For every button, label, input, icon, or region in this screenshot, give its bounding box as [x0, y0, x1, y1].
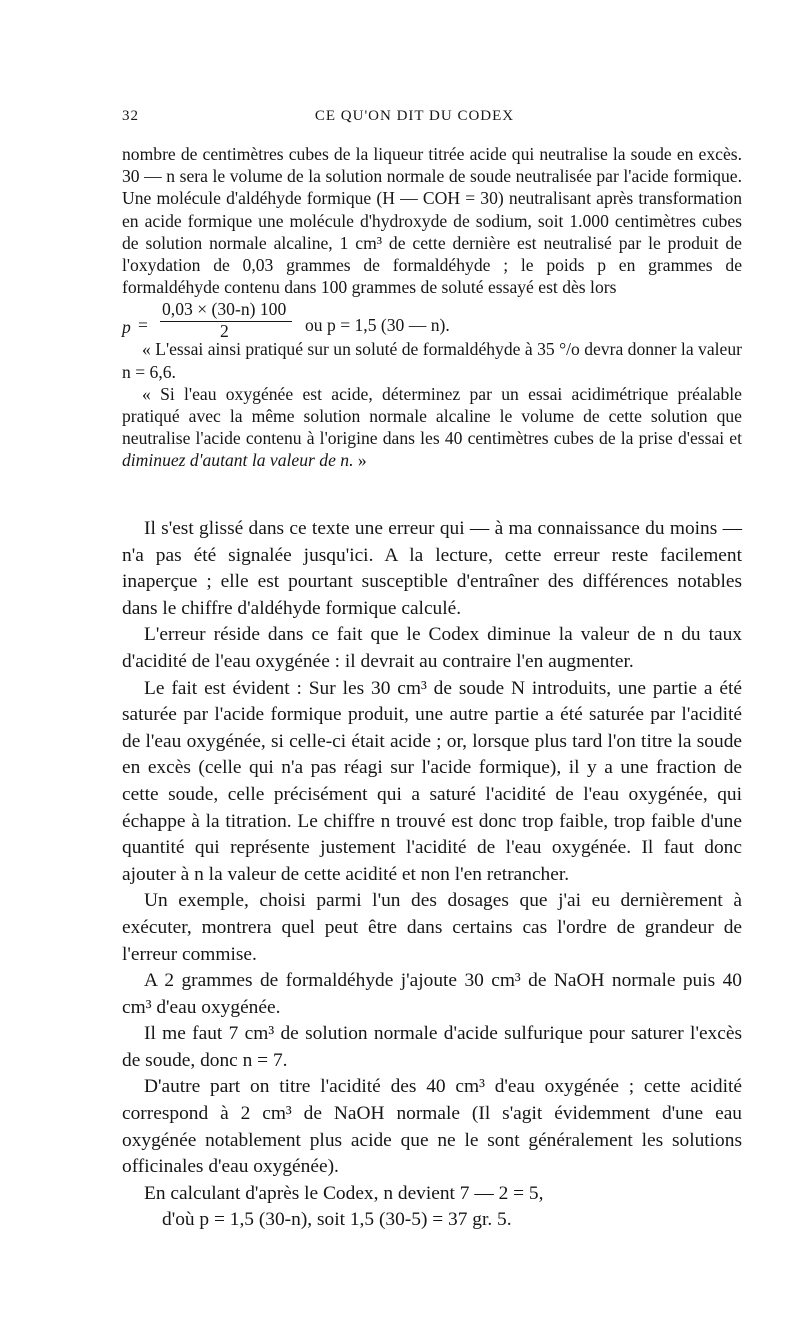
formula-alternative: ou p = 1,5 (30 — n). [305, 315, 450, 336]
body-paragraph-4: Un exemple, choisi parmi l'un des dosages que j'ai eu dernièrement à exécuter, montrera quel peut être dans certains cas l'ordre de grandeur de l'erreur commise. [122, 890, 742, 965]
running-title: CE QU'ON DIT DU CODEX [314, 108, 515, 124]
quote-paragraph-1: nombre de centimètres cubes de la liqueur titrée acide qui neutralise la soude en excès. 30 — n sera le volume de la solution normale de soude neutralisée par l'acide formique. Une molécule d'aldéhyde formique (H — COH = 30) neutralisant après transformation en acide formique une molécule d'hydroxyde de sodium, soit 1.000 centimètres cubes de solution normale alcaline, 1 cm³ de cette dernière est neutralisé par le produit de l'oxydation de 0,03 grammes de formaldéhyde ; le poids p en grammes de formaldéhyde contenu dans 100 grammes de soluté essayé est dès lors [122, 144, 742, 298]
codex-quotation [122, 143, 742, 472]
formula-equals: = [138, 315, 148, 336]
page-number: 32 [122, 108, 139, 124]
body-paragraph-7: D'autre part on titre l'acidité des 40 cm³ d'eau oxygénée ; cette acidité correspond à 2 cm³ de NaOH normale (Il s'agit évidemment d'une eau oxygénée notablement plus acide que ne le sont généralement les solutions officinales d'eau oxygénée). [122, 1076, 742, 1178]
quote-paragraph-2: « L'essai ainsi pratiqué sur un soluté de formaldéhyde à 35 °/o devra donner la valeur n = 6,6. [122, 339, 742, 382]
quote-paragraph-3-text: « Si l'eau oxygénée est acide, déterminez par un essai acidimétrique préalable pratiqué avec la même solution normale alcaline le volume de cette solution que neutralise l'acide contenu à l'origine dans les 40 centimètres cubes de la prise d'essai et [122, 383, 742, 449]
formula-denominator: 2 [220, 321, 229, 342]
body-paragraph-8: En calculant d'après le Codex, n devient 7 — 2 = 5, [144, 1182, 544, 1204]
quote-paragraph-3-close: » [357, 450, 367, 471]
running-header [122, 108, 742, 130]
body-paragraph-6: Il me faut 7 cm³ de solution normale d'acide sulfurique pour saturer l'excès de soude, donc n = 7. [122, 1023, 742, 1071]
formula-numerator: 0,03 × (30-n) 100 [162, 299, 287, 320]
quote-paragraph-3 [122, 383, 742, 472]
body-paragraph-2: L'erreur réside dans ce fait que le Codex diminue la valeur de n du taux d'acidité de l'eau oxygénée : il devrait au contraire l'en augmenter. [122, 624, 742, 672]
quote-paragraph-3-italic: diminuez d'autant la valeur de n. [122, 450, 354, 471]
body-paragraph-9: d'où p = 1,5 (30-n), soit 1,5 (30-5) = 37 gr. 5. [162, 1209, 512, 1231]
body-paragraph-1: Il s'est glissé dans ce texte une erreur qui — à ma connaissance du moins — n'a pas été signalée jusqu'ici. A la lecture, cette erreur reste facilement inaperçue ; elle est pourtant susceptible d'entraîner des différences notables dans le chiffre d'aldéhyde formique calculé. [122, 518, 742, 619]
main-text [122, 516, 742, 1234]
body-paragraph-3: Le fait est évident : Sur les 30 cm³ de soude N introduits, une partie a été saturée par l'acide formique produit, une autre partie a été saturée par l'acidité de l'eau oxygénée, si celle-ci était acide ; or, lorsque plus tard l'on titre la soude en excès (celle qui n'a pas réagi sur l'acide formique), il y a une fraction de cette soude, celle précisément qui a saturé l'acidité de l'eau oxygénée, qui échappe à la titration. Le chiffre n trouvé est donc trop faible, trop faible d'une quantité qui représente justement l'acidité de l'eau oxygénée. Il faut donc ajouter à n la valeur de cette acidité et non l'en retrancher. [122, 677, 742, 885]
formula-p [122, 298, 742, 342]
formula-lhs: p [122, 317, 131, 338]
body-paragraph-5: A 2 grammes de formaldéhyde j'ajoute 30 cm³ de NaOH normale puis 40 cm³ d'eau oxygénée. [122, 970, 742, 1018]
